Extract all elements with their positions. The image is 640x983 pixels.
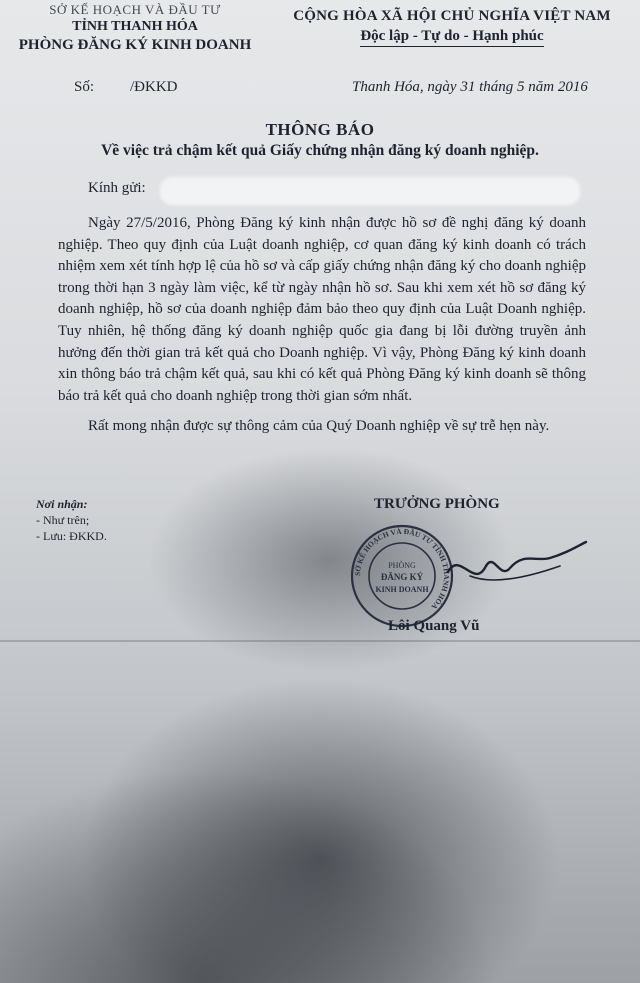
paper-fold	[0, 640, 640, 642]
signer-name: Lôi Quang Vũ	[388, 618, 480, 634]
recipients-label: Nơi nhận:	[36, 497, 88, 511]
date-line: Thanh Hóa, ngày 31 tháng 5 năm 2016	[352, 79, 588, 95]
seal-line: ĐĂNG KÝ	[380, 572, 424, 582]
document-subject: Về việc trả chậm kết quả Giấy chứng nhận đăng ký doanh nghiệp.	[101, 142, 539, 159]
issuing-agency	[0, 0, 270, 54]
recipient-item: - Lưu: ĐKKD.	[36, 529, 107, 543]
document-title: THÔNG BÁO	[265, 120, 375, 139]
reference-label: Số:	[74, 79, 95, 95]
motto: Độc lập - Tự do - Hạnh phúc	[360, 28, 543, 47]
document-body	[58, 213, 586, 438]
reference-number	[74, 79, 178, 96]
seal-line: KINH DOANH	[375, 585, 429, 594]
office-name: PHÒNG ĐĂNG KÝ KINH DOANH	[18, 37, 252, 53]
province-name: TỈNH THANH HÓA	[72, 19, 198, 34]
body-paragraph: Rất mong nhận được sự thông cảm của Quý Doanh nghiệp về sự trễ hẹn này.	[88, 418, 550, 435]
seal-ring-text: SỞ KẾ HOẠCH VÀ ĐẦU TƯ TỈNH THANH HÓA	[352, 526, 452, 612]
handwritten-signature	[440, 532, 590, 602]
reference-code: /ĐKKD	[130, 79, 178, 95]
recipient-item: - Như trên;	[36, 513, 90, 527]
national-motto-block	[272, 8, 632, 47]
nation-title: CỘNG HÒA XÃ HỘI CHỦ NGHĨA VIỆT NAM	[293, 8, 611, 24]
signer-title: TRƯỞNG PHÒNG	[374, 496, 500, 512]
recipient-label: Kính gửi:	[88, 180, 146, 196]
ministry-name: SỞ KẾ HOẠCH VÀ ĐẦU TƯ	[49, 2, 221, 17]
seal-line: PHÒNG	[388, 561, 416, 570]
recipients-list	[36, 496, 107, 544]
redacted-recipient	[160, 177, 580, 205]
body-paragraph: Ngày 27/5/2016, Phòng Đăng ký kinh nhận được hồ sơ đề nghị đăng ký doanh nghiệp. Theo quy định của Luật doanh nghiệp, cơ quan đăng ký kinh doanh có trách nhiệm xem xét tính hợp lệ của hồ sơ và cấp giấy chứng nhận đăng ký cho doanh nghiệp trong thời hạn 3 ngày làm việc, kể từ ngày nhận hồ sơ. Sau khi xem xét hồ sơ đăng ký doanh nghiệp, hồ sơ của doanh nghiệp đảm bảo theo quy định của Luật Doanh nghiệp. Tuy nhiên, hệ thống đăng ký doanh nghiệp quốc gia đang bị lỗi đường truyền ảnh hưởng đến thời gian trả kết quả cho Doanh nghiệp. Vì vậy, Phòng Đăng ký kinh doanh xin thông báo trả chậm kết quả, sau khi có kết quả Phòng Đăng ký kinh doanh sẽ thông báo trả kết quả cho doanh nghiệp trong thời gian sớm nhất.	[58, 215, 586, 404]
